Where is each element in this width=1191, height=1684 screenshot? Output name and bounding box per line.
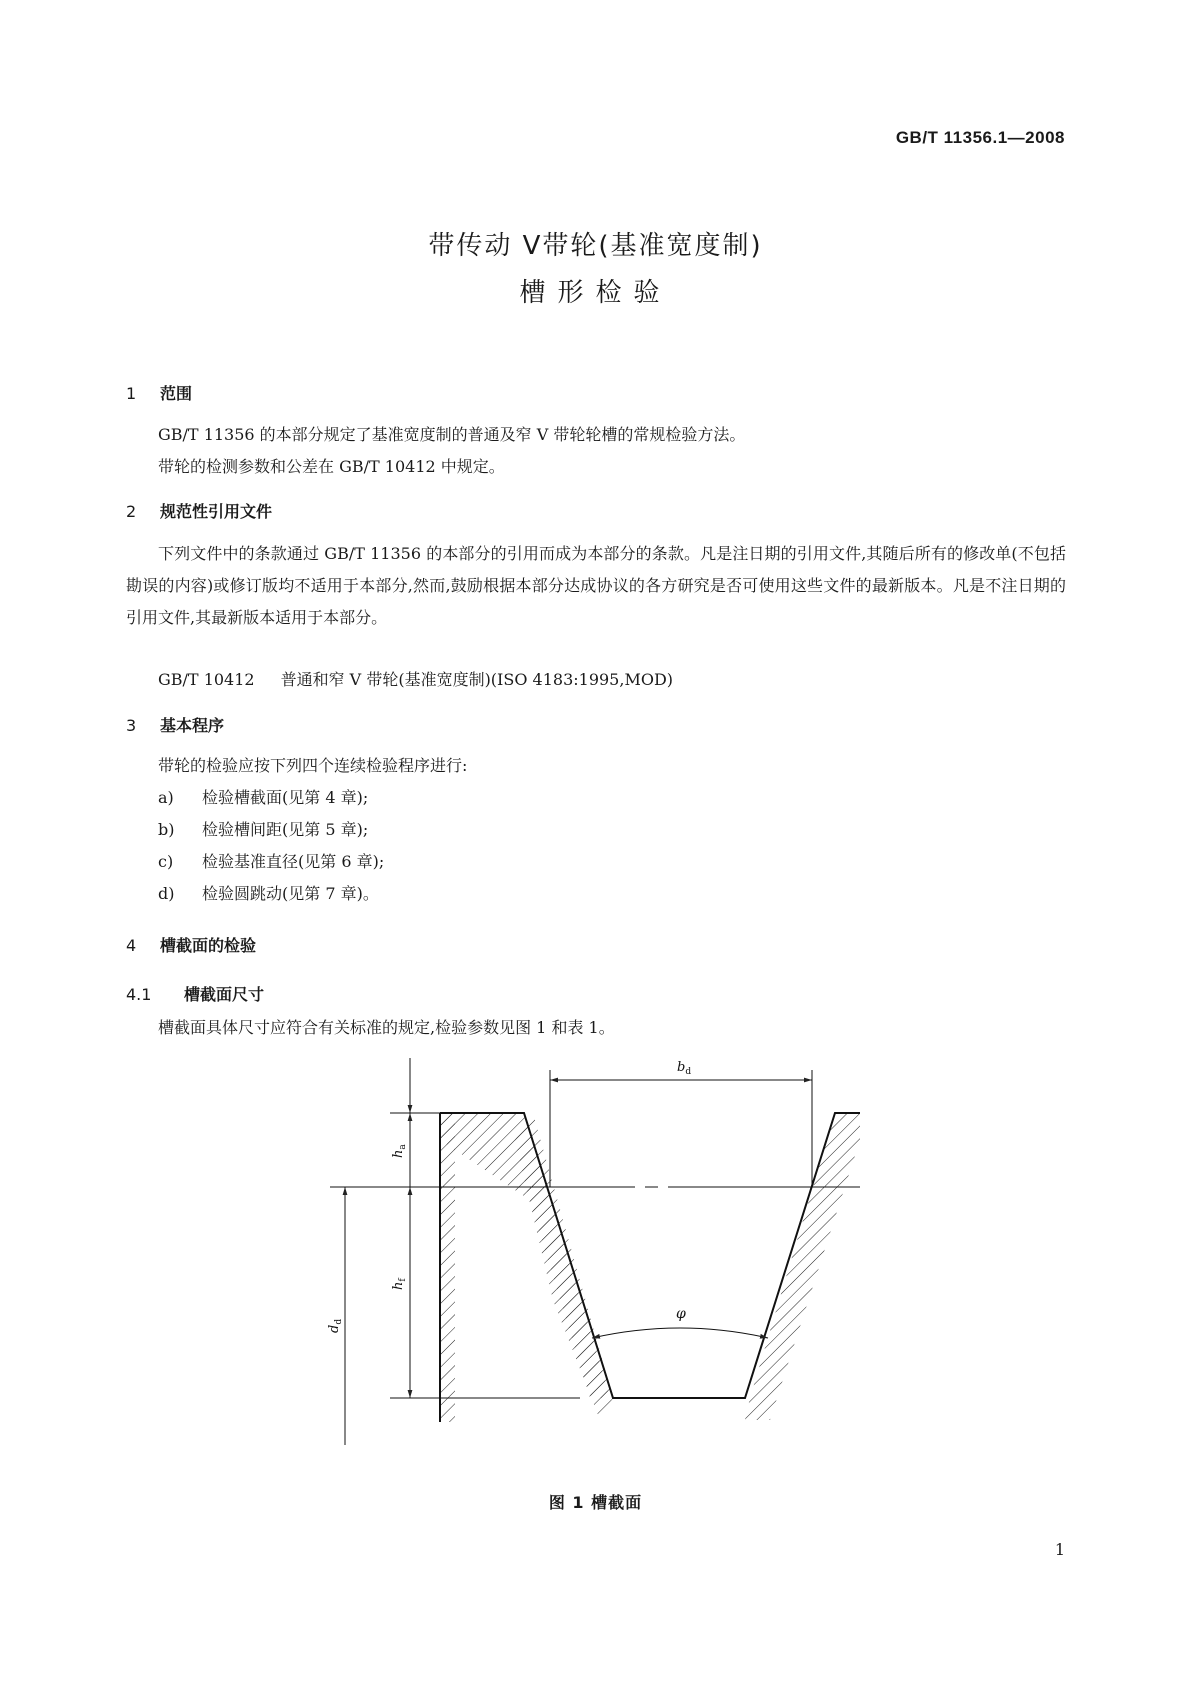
ha-label: $h_a$: [391, 1144, 408, 1158]
reference-code: GB/T 10412: [158, 670, 255, 689]
dimension-bd: [550, 1070, 812, 1187]
section-number: 3: [126, 716, 137, 735]
hatched-wall: [440, 1113, 455, 1422]
paragraph: 带轮的检验应按下列四个连续检验程序进行:: [158, 756, 468, 775]
paragraph: GB/T 11356 的本部分规定了基准宽度制的普通及窄 V 带轮轮槽的常规检验方法。: [158, 425, 746, 444]
section-title: 基本程序: [160, 716, 225, 735]
hatched-groove-side: [440, 1113, 860, 1420]
list-text: 检验槽间距(见第 5 章);: [202, 820, 369, 839]
section-title: 槽截面的检验: [160, 936, 257, 955]
page-number: 1: [1054, 1540, 1065, 1559]
angle-phi: [592, 1328, 768, 1338]
paragraph: 槽截面具体尺寸应符合有关标准的规定,检验参数见图 1 和表 1。: [158, 1018, 615, 1037]
subsection-title: 槽截面尺寸: [184, 985, 265, 1004]
figure-caption: 图 1 槽截面: [548, 1493, 643, 1512]
section-title: 范围: [160, 384, 193, 403]
document-title-line2: 槽形检验: [519, 278, 672, 308]
paragraph: 下列文件中的条款通过 GB/T 11356 的本部分的引用而成为本部分的条款。凡是注日期的引用文件,其随后所有的修改单(不包括勘误的内容)或修订版均不适用于本部分,然而,鼓励根据本部分达成协议的各方研究是否可使用这些文件的最新版本。凡是不注日期的引用文件,其最新版本适用于本部分。: [126, 544, 1066, 627]
document-title-line1: 带传动 V带轮(基准宽度制): [428, 231, 763, 261]
section-title: 规范性引用文件: [160, 502, 273, 521]
list-marker: a): [158, 788, 174, 807]
bd-label: $b_d$: [677, 1060, 692, 1077]
list-marker: b): [158, 820, 175, 839]
phi-label: φ: [676, 1306, 686, 1322]
list-text: 检验圆跳动(见第 7 章)。: [202, 884, 379, 903]
list-marker: d): [158, 884, 175, 903]
list-marker: c): [158, 852, 174, 871]
hf-label: $h_f$: [391, 1278, 408, 1290]
dimension-ha-hf: [390, 1058, 440, 1398]
dd-label: $d_d$: [327, 1318, 344, 1333]
subsection-number: 4.1: [126, 985, 152, 1004]
section-number: 4: [126, 936, 137, 955]
section-number: 2: [126, 502, 137, 521]
section-number: 1: [126, 384, 137, 403]
list-text: 检验基准直径(见第 6 章);: [202, 852, 385, 871]
reference-title: 普通和窄 V 带轮(基准宽度制)(ISO 4183:1995,MOD): [280, 670, 674, 689]
list-text: 检验槽截面(见第 4 章);: [202, 788, 369, 807]
standard-number: GB/T 11356.1—2008: [895, 128, 1065, 147]
paragraph: 带轮的检测参数和公差在 GB/T 10412 中规定。: [158, 457, 505, 476]
